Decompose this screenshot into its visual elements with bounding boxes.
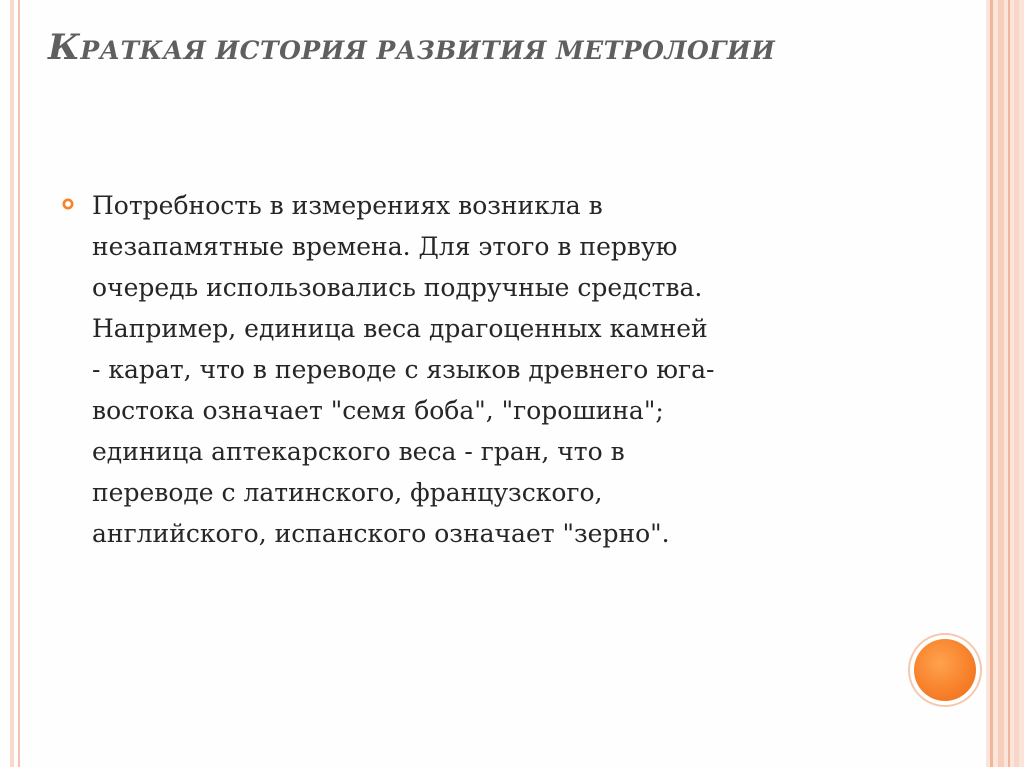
bullet-line: очередь использовались подручные средства. xyxy=(92,273,703,302)
orange-circle-decoration xyxy=(914,639,976,701)
bullet-item xyxy=(62,185,902,554)
left-frame-stripe xyxy=(10,0,14,767)
bullet-line: английского, испанского означает "зерно". xyxy=(92,519,670,548)
bullet-line: Например, единица веса драгоценных камней xyxy=(92,314,708,343)
bullet-line: Потребность в измерениях возникла в xyxy=(92,191,603,220)
bullet-line: востока означает "семя боба", "горошина"; xyxy=(92,396,664,425)
right-stripe xyxy=(990,0,993,767)
right-stripe xyxy=(998,0,1004,767)
title-rest: РАТКАЯ ИСТОРИЯ РАЗВИТИЯ МЕТРОЛОГИИ xyxy=(80,36,776,65)
bullet-line: единица аптекарского веса - гран, что в xyxy=(92,437,625,466)
title-first-letter: К xyxy=(48,27,81,68)
bullet-line: переводе с латинского, французского, xyxy=(92,478,603,507)
bullet-text xyxy=(92,185,902,554)
content-area xyxy=(62,185,902,554)
right-stripe xyxy=(1008,0,1010,767)
bullet-line: - карат, что в переводе с языков древнего юга- xyxy=(92,355,715,384)
right-stripe xyxy=(1014,0,1019,767)
right-decorative-band xyxy=(986,0,1024,767)
ring-bullet-icon xyxy=(62,198,74,210)
page-title xyxy=(48,22,968,77)
bullet-line: незапамятные времена. Для этого в первую xyxy=(92,232,678,261)
